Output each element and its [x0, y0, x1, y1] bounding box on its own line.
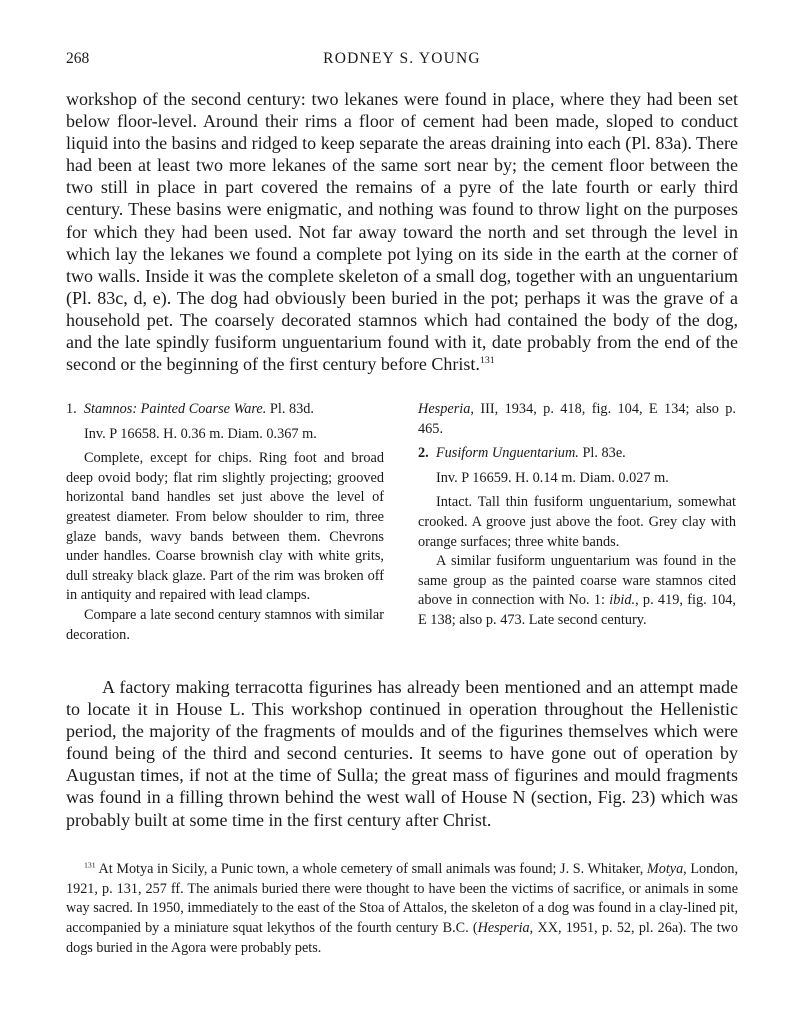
catalog-item-1-description: Complete, except for chips. Ring foot and broad deep ovoid body; flat rim slightly projecting; grooved horizontal band handles set just above the level of greatest diameter. From below shoulder to rim, three glaze bands, wavy bands between them. Chevrons under handles. Coarse brownish clay with white grits, dull streaky black glaze. Part of the rim was broken off in antiquity and repaired with lead clamps.: [66, 450, 384, 604]
catalog-item-2-similar: [418, 552, 736, 630]
similar-text: A similar fusiform unguentarium was found in the same group as the painted coarse ware stamnos cited above in connection with No. 1:: [418, 553, 736, 609]
similar-citation: , p. 419, fig. 104, E 138; also p. 473. Late second century.: [418, 592, 736, 628]
catalog-item-1-title: Stamnos: Painted Coarse Ware.: [83, 401, 267, 417]
catalog-item-1: [66, 400, 384, 645]
catalog-item-2-number: 2.: [418, 445, 429, 462]
catalog-item-1-plate: Pl. 83d.: [269, 401, 314, 417]
catalog-item-2-heading: [418, 444, 736, 464]
footnote-marker: 131: [84, 860, 96, 870]
catalog-item-1-comparison-start: Compare a late second century stamnos with similar decoration.: [66, 606, 384, 643]
footnote-motya: Motya: [646, 861, 684, 877]
page-header: [66, 50, 738, 72]
footnote-131: [66, 860, 738, 959]
catalog-item-2-inventory: Inv. P 16659. H. 0.14 m. Diam. 0.027 m.: [436, 469, 669, 486]
paragraph-workshop-text: workshop of the second century: two lekanes were found in place, where they had been set below floor-level. Around their rims a floor of cement had been made, sloped to conduct liquid into the basins and ridged to keep separate the areas draining into each (Pl. 83a). There had been at least two more lekanes of the same sort near by; the cement floor between the two still in place in part covered the remains of a pyre of the late fourth or early third century. These basins were enigmatic, and nothing was found to throw light on the purposes for which they had been used. Not far away toward the north and set through the level in which lay the lekanes we found a complete pot lying on its side in the earth at the corner of two walls. Inside it was the complete skeleton of a small dog, together with an unguentarium (Pl. 83c, d, e). The dog had obviously been buried in the pot; perhaps it was the grave of a household pet. The coarsely decorated stamnos which had contained the body of the dog, and the late spindly fusiform unguentarium found with it, date probably from the end of the second or the beginning of the first century before Christ.: [66, 89, 738, 375]
ibid-ref: ibid.: [609, 592, 636, 609]
catalog-item-1-number: 1.: [66, 401, 77, 417]
catalog-item-1-heading: [66, 400, 384, 420]
footnote-text-2: , London, 1921, p. 131, 257 ff. The animals buried there were thought to have been the victims of sacrifice, or animals in some way sacred. In 1950, immediately to the east of the Stoa of Attalos, the skeleton of a dog was found in a clay-lined pit, accompanied by a miniature squat lekythos of the fourth century B.C. (: [66, 861, 739, 937]
journal-hesperia: Hesperia: [418, 401, 471, 417]
page-number: 268: [66, 50, 90, 67]
catalog-item-2-title: Fusiform Unguentarium.: [435, 445, 579, 462]
comparison-citation: , III, 1934, p. 418, fig. 104, E 134; also p. 465.: [418, 401, 736, 437]
paragraph-figurines: [66, 676, 738, 831]
paragraph-figurines-text: A factory making terracotta figurines has already been mentioned and an attempt made to locate it in House L. This workshop continued in operation throughout the Hellenistic period, the majority of the fragments of moulds and of the figurines themselves which were found being of the third and second centuries. It seems to have gone out of operation by Augustan times, if not at the time of Sulla; the great mass of figurines and mould fragments was found in a filling thrown behind the west wall of House N (section, Fig. 23) which was probably built at some time in the first century after Christ.: [66, 677, 738, 830]
catalog-column-right: [418, 400, 736, 631]
catalog-item-2-plate: Pl. 83e.: [582, 445, 626, 462]
catalog-item-1-comparison-ref: [418, 400, 736, 439]
footnote-text-1: At Motya in Sicily, a Punic town, a whole cemetery of small animals was found; J. S. Whitaker,: [98, 861, 644, 877]
catalog-item-1-inventory: Inv. P 16658. H. 0.36 m. Diam. 0.367 m.: [84, 425, 317, 442]
catalog-item-2-description: Intact. Tall thin fusiform unguentarium, somewhat crooked. A groove just above the foot. Grey clay with orange surfaces; three white bands.: [418, 494, 736, 550]
footnote-ref: 131: [479, 355, 495, 367]
footnote-hesperia: Hesperia: [477, 920, 530, 937]
running-head: RODNEY S. YOUNG: [323, 50, 481, 67]
footnote-text-3: , XX, 1951, p. 52, pl. 26a). The two dogs buried in the Agora were probably pets.: [66, 920, 738, 956]
paragraph-workshop: [66, 88, 738, 375]
